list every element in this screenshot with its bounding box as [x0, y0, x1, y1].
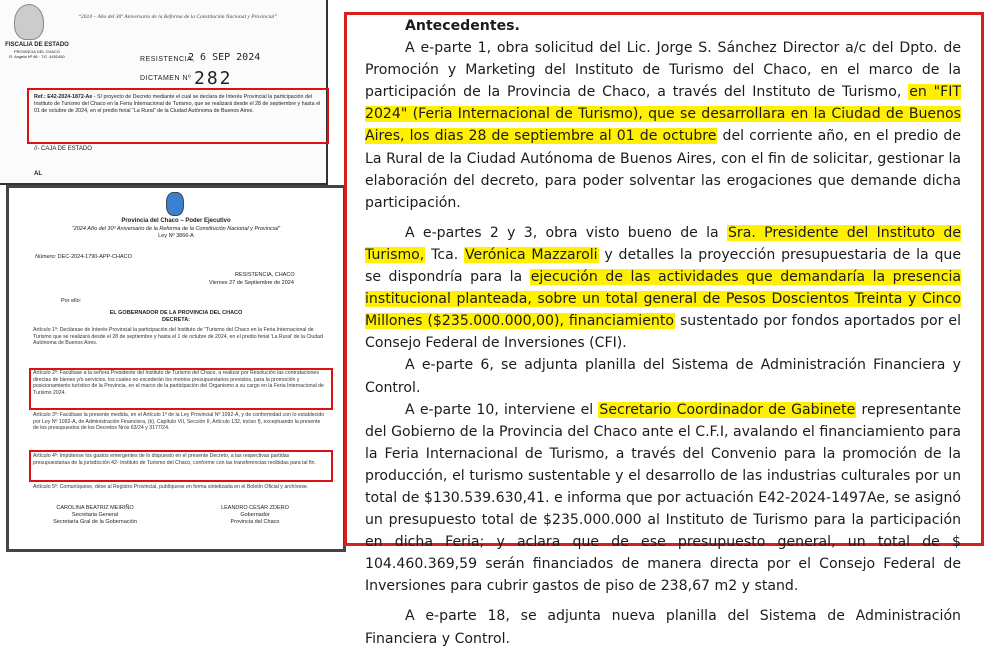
p4-highlight: Secretario Coordinador de Gabinete	[599, 401, 856, 418]
article-4: Artículo 4º: Impútense los gastos emergentes de lo dispuesto en el presente Decreto, a las respectivas partidas presupuestarias de la jurisdicción 42- Instituto de Turismo del Chaco, conforme con las transferencias recibidas para tal fin.	[33, 453, 316, 466]
ref-text	[34, 94, 324, 116]
number-label: Número:	[35, 254, 57, 260]
decree-date: Viernes 27 de Septiembre de 2024	[209, 280, 294, 286]
decree-panel	[6, 185, 346, 552]
decree-motto: “2024 Año del 30º Aniversario de la Reforma de la Constitución Nacional y Provincial”	[71, 226, 281, 232]
org-name: FISCALIA DE ESTADO	[5, 42, 69, 48]
article-2: Artículo 2º: Facúltase a la señora Presidente del Instituto de Turismo del Chaco, a realizar por Resolución las contrataciones directas de bienes y/o servicios, los cuales no excederán los montos presupuestarios previstos, para la promoción y posicionamiento turístico de la Provincia, en el marco de la participación del Organismo a su cargo en la Feria Internacional de Turismo 2024.	[33, 370, 324, 397]
paragraph-e-parte-18: A e-parte 18, se adjunta nueva planilla del Sistema de Administración Financiera y Control.	[365, 608, 961, 647]
p2-text-b: Tca.	[431, 246, 459, 263]
sign2-role1: Gobernador	[240, 512, 270, 518]
gov-title: Provincia del Chaco – Poder Ejecutivo	[121, 218, 231, 224]
antecedentes-panel	[344, 12, 984, 647]
antecedentes-heading: Antecedentes.	[405, 18, 520, 34]
p1-highlight: en "FIT 2024" (Feria Internacional de Turismo), que se desarrollara en la Ciudad de Buenos Aires, los dias 28 de septiembre al 01 de octubre	[365, 84, 962, 145]
signature-secretary	[35, 505, 155, 526]
national-seal-icon	[14, 4, 44, 40]
paragraph-e-parte-1	[365, 37, 961, 214]
p2-text-c: y detalles la proyección presupuestaria de la que se dispondría para la	[365, 246, 962, 286]
ref-code: E42-2024-1872-Ae	[47, 94, 93, 100]
sign1-name: CAROLINA BEATRIZ MEIRIÑO	[56, 505, 134, 511]
article-3: Artículo 3º: Facúltase la presente medida, en el Artículo 1º de la Ley Provincial Nº 1092-A, y de conformidad con lo establecido por Ley Nº 1092-A, de Administración Financiera, (k), Capítulo VII, Sección II, Artículo 132, inciso f), exceptuando la presente de los presupuestos de los Decretos Nros 63/24 y 3177/24.	[33, 412, 325, 432]
decree-law: Ley Nº 3866-A	[158, 233, 194, 239]
dictamen-motto: “2024 – Año del 30º Aniversario de la Reforma de la Constitución Nacional y Provincial”	[78, 14, 278, 20]
ref-body: - S/ proyecto de Decreto mediante el cual se declara de Interés Provincial la participación del Instituto de Turismo del Chaco en la Feria Internacional de Turismo, que se realizará desde el 28 de septiembre y hasta el 01 de octubre de 2024, en el predio ferial “La Rural” de la Ciudad Autónoma de Buenos Aires.	[34, 94, 321, 115]
dictamen-label: DICTAMEN Nº	[140, 75, 192, 82]
dictamen-number: 282	[194, 68, 233, 89]
place-label: RESISTENCIA,	[140, 56, 195, 63]
cc-line: //- CAJA DE ESTADO	[34, 146, 92, 152]
number-value: DEC-2024-1790-APP-CHACO	[57, 254, 132, 260]
governor-heading: EL GOBERNADOR DE LA PROVINCIA DEL CHACO	[109, 310, 243, 316]
signature-governor	[195, 505, 315, 526]
sign2-name: LEANDRO CESAR ZDERO	[221, 505, 289, 511]
paragraph-e-parte-6: A e-parte 6, se adjunta planilla del Sistema de Administración Financiera y Control.	[365, 357, 961, 396]
article-1: Artículo 1º: Declárase de Interés Provincial la participación del Instituto de "Turismo del Chaco en la Feria Internacional de Turismo que se realizará desde el 28 de septiembre y hasta el 1 de octubre de 2024, en el predio ferial 'La Rural' de la Ciudad Autónoma de Buenos Aires.	[33, 327, 323, 347]
p2-highlight-1: Sra. Presidente del Instituto de Turismo,	[365, 224, 961, 263]
org-province: PROVINCIA DEL CHACO	[13, 49, 61, 54]
article-5: Artículo 5º: Comuníquese, dése al Registro Provincial, publíquese en forma sintetizada en el Boletín Oficial y archívese.	[33, 484, 309, 490]
org-address: R. Angela Nº 86 · T.E. 4452450	[9, 54, 65, 59]
p2-text-d: sustentado por fondos aportados por el Consejo Federal de Inversiones (CFI).	[365, 313, 961, 352]
ref-label: Ref.:	[34, 94, 46, 100]
sign1-role2: Secretaría Gral de la Gobernación	[53, 519, 137, 525]
p4-text-b: representante del Gobierno de la Provincia del Chaco ante el C.F.I, avalando el financiamiento para la Feria Internacional de Turismo, a través del Convenio para la promoción de la producción, el turismo sustentable y el desarrollo de las industrias culturales por un total de $130.539.630,41. e informa que por actuación E42-2024-1497Ae, se asignó un presupuesto total de $235.000.000 al Instituto de Turismo para la participación en dicha Feria; y aclara que de ese presupuesto general, un total de $ 104.460.369,59 serán financiados de manera directa por el Consejo Federal de Inversiones para cubrir gastos de piso de 238,67 m2 y stand.	[365, 401, 962, 595]
p2-text-a: A e-partes 2 y 3, obra visto bueno de la	[405, 224, 719, 241]
paragraph-e-partes-2-3	[365, 222, 961, 355]
p2-highlight-2: Verónica Mazzaroli	[465, 246, 598, 263]
paragraph-e-parte-10	[365, 399, 961, 598]
decreta-heading: DECRETA:	[161, 317, 190, 323]
p1-text-b: del corriente año, en el predio de La Rural de la Ciudad Autónoma de Buenos Aires, con el fin de solicitar, gestionar la elaboración del decreto, para poder solventar las erogaciones que demande dicha participación.	[365, 128, 961, 211]
decree-city: RESISTENCIA, CHACO	[235, 272, 295, 278]
visto-label: Por ello:	[61, 298, 82, 304]
org-block	[2, 42, 72, 59]
p1-text-a: A e-parte 1, obra solicitud del Lic. Jorge S. Sánchez Director a/c del Dpto. de Promoción y Marketing del Instituto de Turismo del Chaco, en el marco de la participación de la Provincia de Chaco, a través del Instituto de Turismo,	[365, 40, 961, 101]
date-stamp: 2 6 SEP 2024	[188, 52, 261, 63]
sign1-role1: Secretaria General	[71, 512, 119, 518]
sign2-role2: Provincia del Chaco	[230, 519, 280, 525]
dictamen-panel	[0, 0, 328, 185]
p2-highlight-3: ejecución de las actividades que demandaría la presencia institucional planteada, sobre un total general de Pesos Doscientos Treinta y Cinco Millones ($235.000.000,00), financiamiento	[365, 269, 961, 330]
province-seal-icon	[166, 192, 184, 216]
decree-number	[35, 254, 132, 261]
p4-text-a: A e-parte 10, interviene el	[405, 401, 594, 418]
antecedentes-text	[365, 15, 961, 650]
al-line: AL	[34, 171, 42, 177]
